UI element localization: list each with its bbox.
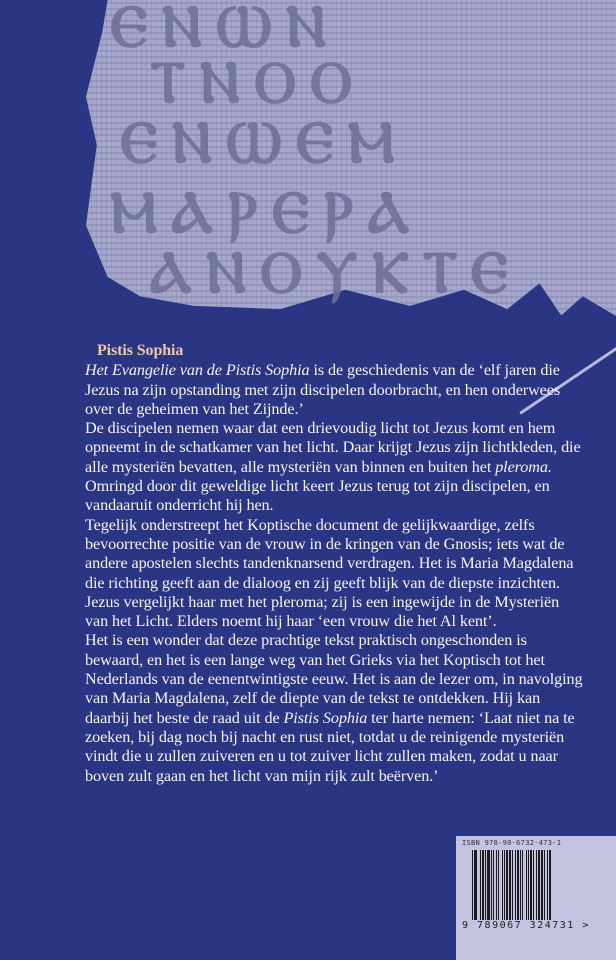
- papyrus-glyphs-row-5: ⲀⲚⲞⲨⲔⲦⲈ: [150, 238, 523, 306]
- paragraph-4: Het is een wonder dat deze prachtige tekst praktisch ongeschonden is bewaard, en het is een lange weg van het Grieks via het Koptisch tot het Nederlands van de eenentwintigste eeuw. Het is aan de lezer om, in navolging van Maria Magdalena, zelf de diepte van de tekst te ontdekken. Hij kan daarbij het beste de raad uit de Pistis Sophia ter harte nemen: ‘Laat niet na te zoeken, bij dag noch bij nacht en rust niet, totdat u de reinigende mysteriën vindt die u zullen zuiveren en u tot zuiver licht zullen maken, zodat u naar boven zult gaan en het licht van mijn rijk zult beërven.’: [85, 631, 583, 785]
- isbn-barcode: [456, 836, 616, 960]
- ean-digits: 9 789067 324731 >: [462, 920, 590, 931]
- paragraph-2: De discipelen nemen waar dat een drievoudig licht tot Jezus komt en hem opneemt in de schatkamer van het licht. Daar krijgt Jezus zijn lichtkleden, die alle mysteriën bevatten, alle mysteriën van binnen en buiten het pleroma. Omringd door dit geweldige licht keert Jezus terug tot zijn discipelen, en vandaaruit onderricht hij hen.: [85, 419, 581, 515]
- book-title-italic: Pistis Sophia: [283, 708, 368, 727]
- paragraph-3: Tegelijk onderstreept het Koptische document de gelijkwaardige, zelfs bevoorrechte positie van de vrouw in de kringen van de Gnosis; iets wat de andere apostelen slechts tandenknarsend verdragen. Het is Maria Magdalena die richting geeft aan de dialoog en zij geeft blijk van de diepste inzichten. Jezus vergelijkt haar met het pleroma; zij is een ingewijde in de Mysteriën van het Licht. Elders noemt hij haar ‘een vrouw die het Al kent’.: [85, 515, 574, 631]
- papyrus-glyphs-row-3: ⲈⲚⲰⲈⲘ: [120, 108, 409, 176]
- back-cover-text: [85, 341, 585, 786]
- barcode-bar: [551, 850, 552, 920]
- pleroma-italic: pleroma.: [495, 457, 552, 476]
- papyrus-glyphs-row-2: ⲦⲚⲞⲞ: [150, 48, 367, 116]
- papyrus-glyphs-row-4: ⲘⲀⲢⲈⲢⲀ: [110, 178, 424, 246]
- book-title-italic: Het Evangelie van de Pistis Sophia: [85, 361, 310, 380]
- papyrus-glyphs-row-1: ⲈⲚⲰⲚ: [110, 0, 341, 60]
- barcode-bars: [472, 850, 580, 920]
- section-title: Pistis Sophia: [97, 342, 184, 359]
- isbn-label: ISBN 978-90-6732-473-1: [462, 839, 562, 847]
- paragraph-1: Het Evangelie van de Pistis Sophia is de geschiedenis van de ‘elf jaren die Jezus na zijn opstanding met zijn discipelen doorbracht, en hen onderwees over de geheimen van het Zijnde.’: [85, 361, 561, 418]
